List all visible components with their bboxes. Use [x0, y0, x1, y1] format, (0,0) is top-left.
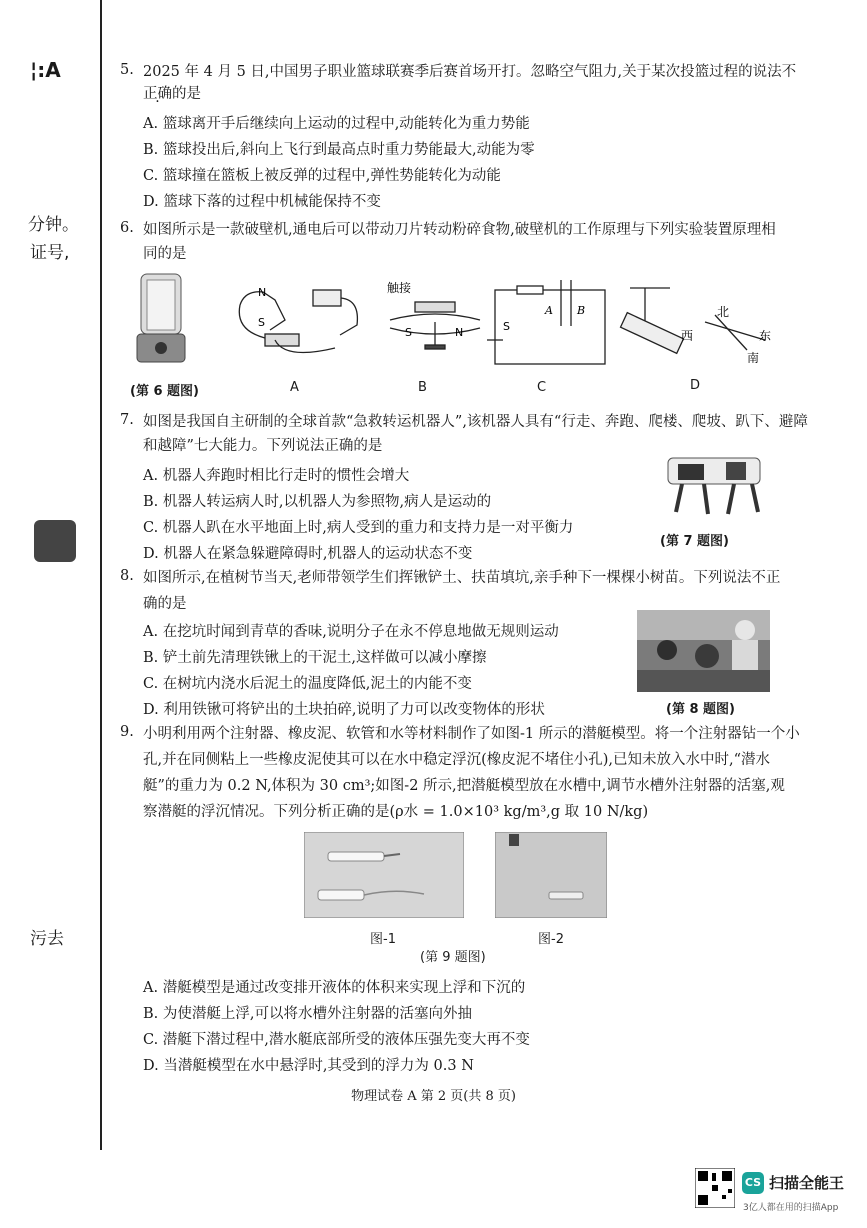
option-b: B. 篮球投出后,斜向上飞行到最高点时重力势能最大,动能为零: [143, 142, 535, 158]
scanner-brand-name: 扫描全能王: [769, 1174, 845, 1192]
scanner-slogan: 3亿人都在用的扫描App: [743, 1203, 839, 1213]
figure-label-a: A: [290, 380, 299, 395]
option-d: D. 当潜艇模型在水中悬浮时,其受到的浮力为 0.3 N: [143, 1058, 474, 1074]
side-mark-exam-type: ¦:A: [30, 58, 61, 82]
figure-label: S: [503, 320, 510, 333]
option-a: A. 机器人奔跑时相比行走时的惯性会增大: [143, 468, 410, 484]
question-9-stem-cont: 孔,并在同侧粘上一些橡皮泥使其可以在水中稳定浮沉(橡皮泥不堵住小孔),已知未放入水中时,“潜水: [143, 752, 771, 768]
blender-illustration: [137, 274, 185, 362]
figure-d-compass: [621, 288, 765, 353]
question-number: 9.: [120, 724, 134, 740]
option-d: D. 篮球下落的过程中机械能保持不变: [143, 194, 381, 210]
figure-label: B: [577, 304, 586, 317]
stem-text: 的是: [172, 86, 201, 102]
figure-caption: (第 9 题图): [420, 950, 486, 965]
question-8-stem-cont: 确的是: [143, 596, 187, 612]
binding-margin-line: [100, 0, 102, 1150]
option-c: C. 潜艇下潜过程中,潜水艇底部所受的液体压强先变大再不变: [143, 1032, 530, 1048]
figure-label: A: [545, 304, 553, 317]
figure-label: S: [258, 316, 265, 329]
qr-code-icon: [695, 1168, 735, 1208]
figure-label: S: [405, 326, 412, 339]
question-number: 5.: [120, 62, 134, 78]
option-a: A. 潜艇模型是通过改变排开液体的体积来实现上浮和下沉的: [143, 980, 526, 996]
option-c: C. 篮球撞在篮板上被反弹的过程中,弹性势能转化为动能: [143, 168, 501, 184]
question-7-stem-cont: 和越障”七大能力。下列说法正确的是: [143, 438, 383, 454]
figure-2-photo: [495, 832, 607, 918]
compass-label-south: 南: [747, 351, 760, 365]
figure-1-photo: [304, 832, 464, 918]
question-6-stem: 如图所示是一款破壁机,通电后可以带动刀片转动粉碎食物,破壁机的工作原理与下列实验装置原理相: [143, 222, 776, 238]
question-9-stem-cont: 察潜艇的浮沉情况。下列分析正确的是(ρ水 = 1.0×10³ kg/m³,g 取 10 N/kg): [143, 804, 649, 820]
option-b: B. 铲土前先清理铁锹上的干泥土,这样做可以减小摩擦: [143, 650, 487, 666]
page-footer: 物理试卷 A 第 2 页(共 8 页): [351, 1089, 516, 1104]
compass-label-west: 西: [681, 329, 694, 343]
figure-b-magnet: [390, 302, 480, 349]
option-a: A. 在挖坑时闻到青草的香味,说明分子在永不停息地做无规则运动: [143, 624, 559, 640]
compass-label-north: 北: [717, 305, 730, 319]
option-d: D. 机器人在紧急躲避障碍时,机器人的运动状态不变: [143, 546, 473, 562]
figure-caption: (第 8 题图): [666, 702, 735, 717]
option-b: B. 机器人转运病人时,以机器人为参照物,病人是运动的: [143, 494, 492, 510]
question-9-stem-cont: 艇”的重力为 0.2 N,体积为 30 cm³;如图-2 所示,把潜艇模型放在水槽中,调节水槽外注射器的活塞,观: [143, 778, 785, 794]
option-d: D. 利用铁锹可将铲出的土块拍碎,说明了力可以改变物体的形状: [143, 702, 545, 718]
figure-label-c: C: [537, 380, 547, 395]
figure-label-d: D: [690, 378, 701, 393]
question-6-figures: [125, 270, 845, 400]
question-8-stem: 如图所示,在植树节当天,老师带领学生们挥锹铲土、扶苗填坑,亲手种下一棵棵小树苗。下列说法不正: [143, 570, 781, 586]
scanner-logo-icon: CS: [742, 1172, 764, 1194]
figure-label: 触接: [387, 281, 412, 295]
side-mark-text: 污去: [30, 929, 64, 949]
figure-label-b: B: [418, 380, 427, 395]
option-b: B. 为使潜艇上浮,可以将水槽外注射器的活塞向外抽: [143, 1006, 472, 1022]
question-number: 8.: [120, 568, 134, 584]
question-9-stem: 小明利用两个注射器、橡皮泥、软管和水等材料制作了如图-1 所示的潜艇模型。将一个注射器钻一个小: [143, 726, 800, 742]
option-c: C. 机器人趴在水平地面上时,病人受到的重力和支持力是一对平衡力: [143, 520, 574, 536]
figure-label: N: [455, 326, 464, 339]
question-6-stem-cont: 同的是: [143, 246, 187, 262]
question-number: 6.: [120, 220, 134, 236]
figure-label: 图-1: [370, 932, 396, 947]
question-5-stem: 2025 年 4 月 5 日,中国男子职业篮球联赛季后赛首场开打。忽略空气阻力,关于某次投篮过程的说法不: [143, 64, 797, 80]
figure-caption: (第 6 题图): [130, 384, 199, 399]
tree-planting-photo: [637, 610, 770, 692]
question-5-stem-cont: [143, 84, 201, 104]
emphasis-text: 正确: [143, 86, 172, 102]
question-number: 7.: [120, 412, 134, 428]
side-mark-text: 分钟。: [28, 215, 79, 235]
figure-label: 图-2: [538, 932, 564, 947]
side-mark-image: [34, 520, 76, 562]
robot-photo: [648, 440, 773, 525]
option-c: C. 在树坑内浇水后泥土的温度降低,泥土的内能不变: [143, 676, 472, 692]
figure-caption: (第 7 题图): [660, 534, 729, 549]
figure-a-circuit: [239, 290, 357, 353]
option-a: A. 篮球离开手后继续向上运动的过程中,动能转化为重力势能: [143, 116, 530, 132]
question-7-stem: 如图是我国自主研制的全球首款“急救转运机器人”,该机器人具有“行走、奔跑、爬楼、爬坡、趴下、避障: [143, 414, 808, 430]
compass-label-east: 东: [759, 329, 772, 343]
side-mark-text: 证号,: [30, 243, 70, 263]
figure-label: N: [258, 286, 267, 299]
